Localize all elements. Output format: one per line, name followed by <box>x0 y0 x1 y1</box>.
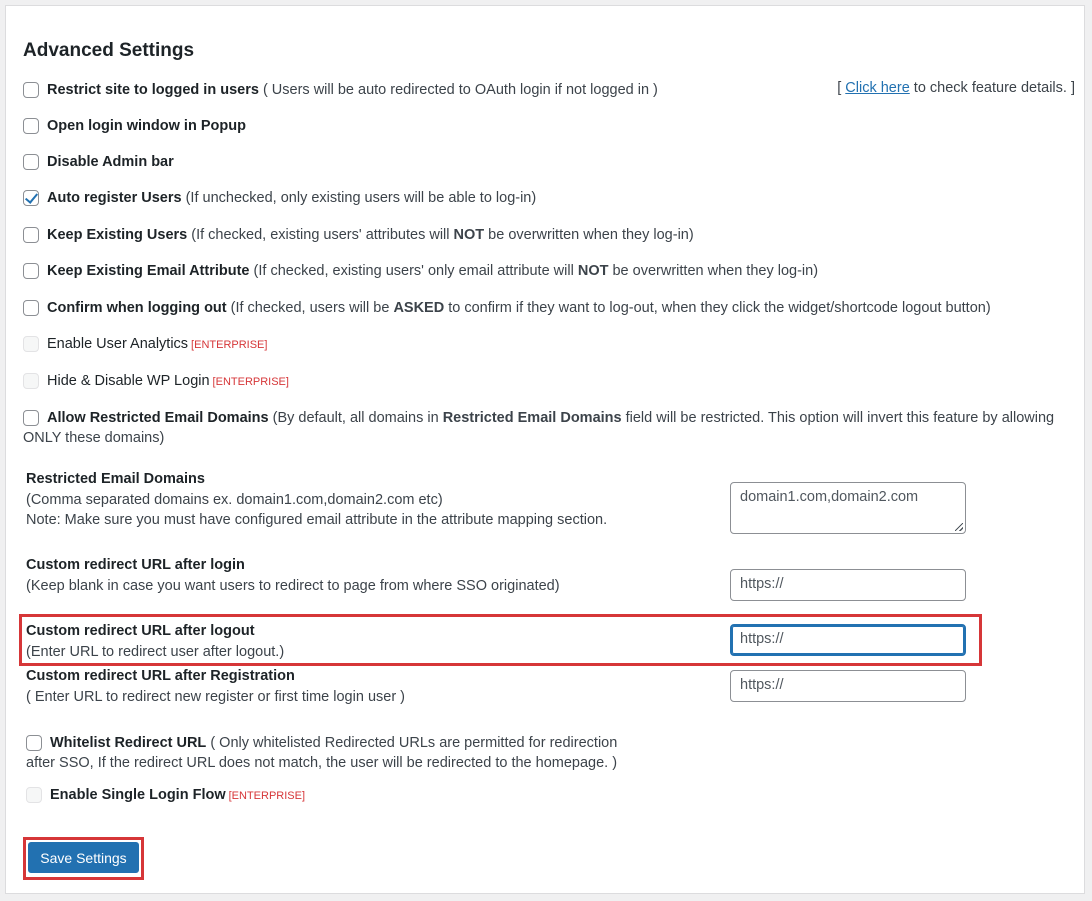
redirect-logout-desc: (Enter URL to redirect user after logout.) <box>26 643 285 660</box>
keep-email-label: Keep Existing Email Attribute <box>47 263 250 279</box>
enterprise-badge: [ENTERPRISE] <box>212 376 289 388</box>
user-analytics-label: Enable User Analytics <box>47 336 189 352</box>
option-confirm-logout: Confirm when logging out (If checked, users will be ASKED to confirm if they want to log-out, when they click the widget/shortcode logout button) <box>23 298 991 318</box>
disable-admin-bar-checkbox[interactable] <box>23 154 39 170</box>
option-popup <box>23 116 246 136</box>
auto-register-desc: (If unchecked, only existing users will be able to log-in) <box>181 190 537 206</box>
restricted-domains-textarea[interactable]: domain1.com,domain2.com <box>730 482 966 534</box>
resize-handle-icon[interactable] <box>955 523 963 531</box>
page-title: Advanced Settings <box>23 40 195 61</box>
user-analytics-checkbox <box>23 336 39 352</box>
click-here-link[interactable]: Click here <box>845 80 910 96</box>
restricted-domains-help: (Comma separated domains ex. domain1.com,domain2.com etc) <box>26 491 443 508</box>
whitelist-redirect-desc: ( Only whitelisted Redirected URLs are permitted for redirection after SSO, If the redirect URL does not match, the user will be redirected to the homepage. ) <box>26 735 618 771</box>
redirect-login-title: Custom redirect URL after login <box>26 557 245 573</box>
option-keep-email: Keep Existing Email Attribute (If checked, existing users' only email attribute will NOT be overwritten when they log-in) <box>23 261 818 281</box>
confirm-logout-checkbox[interactable] <box>23 300 39 316</box>
restricted-domains-title: Restricted Email Domains <box>26 471 205 487</box>
allow-restricted-domains-label: Allow Restricted Email Domains <box>47 410 269 426</box>
option-auto-register <box>23 188 536 208</box>
popup-checkbox[interactable] <box>23 118 39 134</box>
auto-register-label: Auto register Users <box>47 190 182 206</box>
enterprise-badge: [ENTERPRISE] <box>191 339 268 351</box>
redirect-login-input[interactable]: https:// <box>730 569 966 601</box>
redirect-login-block <box>26 555 560 596</box>
keep-email-checkbox[interactable] <box>23 263 39 279</box>
restrict-site-desc: ( Users will be auto redirected to OAuth login if not logged in ) <box>258 82 658 98</box>
redirect-logout-title: Custom redirect URL after logout <box>26 623 255 639</box>
option-single-login <box>26 785 305 806</box>
redirect-registration-block <box>26 666 405 707</box>
single-login-label: Enable Single Login Flow <box>50 787 226 803</box>
redirect-registration-desc: ( Enter URL to redirect new register or first time login user ) <box>26 688 406 705</box>
whitelist-redirect-checkbox[interactable] <box>26 735 42 751</box>
redirect-logout-input[interactable]: https:// <box>730 624 966 656</box>
option-disable-admin-bar <box>23 152 174 172</box>
popup-label: Open login window in Popup <box>47 118 246 134</box>
option-hide-wp-login <box>23 371 289 392</box>
allow-restricted-domains-checkbox[interactable] <box>23 410 39 426</box>
keep-existing-users-label: Keep Existing Users <box>47 227 188 243</box>
restricted-domains-block <box>26 469 607 531</box>
auto-register-checkbox[interactable] <box>23 190 39 206</box>
enterprise-badge: [ENTERPRISE] <box>228 790 306 802</box>
restricted-domains-note: Note: Make sure you must have configured email attribute in the attribute mapping section. <box>26 512 608 528</box>
hide-wp-login-checkbox <box>23 373 39 389</box>
restrict-site-checkbox[interactable] <box>23 82 39 98</box>
redirect-logout-block <box>26 621 284 662</box>
option-keep-existing-users: Keep Existing Users (If checked, existing users' attributes will NOT be overwritten when they log-in) <box>23 225 694 245</box>
option-allow-restricted-domains: Allow Restricted Email Domains (By default, all domains in Restricted Email Domains field will be restricted. This option will invert this feature by allowing ONLY these domains) <box>23 410 1055 446</box>
feature-details-note: [ Click here to check feature details. ] <box>837 80 1075 96</box>
redirect-login-desc: (Keep blank in case you want users to redirect to page from where SSO originated) <box>26 577 560 594</box>
whitelist-redirect-label: Whitelist Redirect URL <box>50 735 207 751</box>
option-user-analytics <box>23 334 267 355</box>
disable-admin-bar-label: Disable Admin bar <box>47 154 174 170</box>
restrict-site-label: Restrict site to logged in users <box>47 82 259 98</box>
keep-existing-users-checkbox[interactable] <box>23 227 39 243</box>
redirect-registration-title: Custom redirect URL after Registration <box>26 668 295 684</box>
option-restrict-site <box>23 80 658 100</box>
option-whitelist-redirect <box>26 733 626 773</box>
hide-wp-login-label: Hide & Disable WP Login <box>47 373 210 389</box>
single-login-checkbox <box>26 787 42 803</box>
redirect-registration-input[interactable]: https:// <box>730 670 966 702</box>
confirm-logout-label: Confirm when logging out <box>47 300 227 316</box>
save-settings-button[interactable]: Save Settings <box>28 842 139 873</box>
